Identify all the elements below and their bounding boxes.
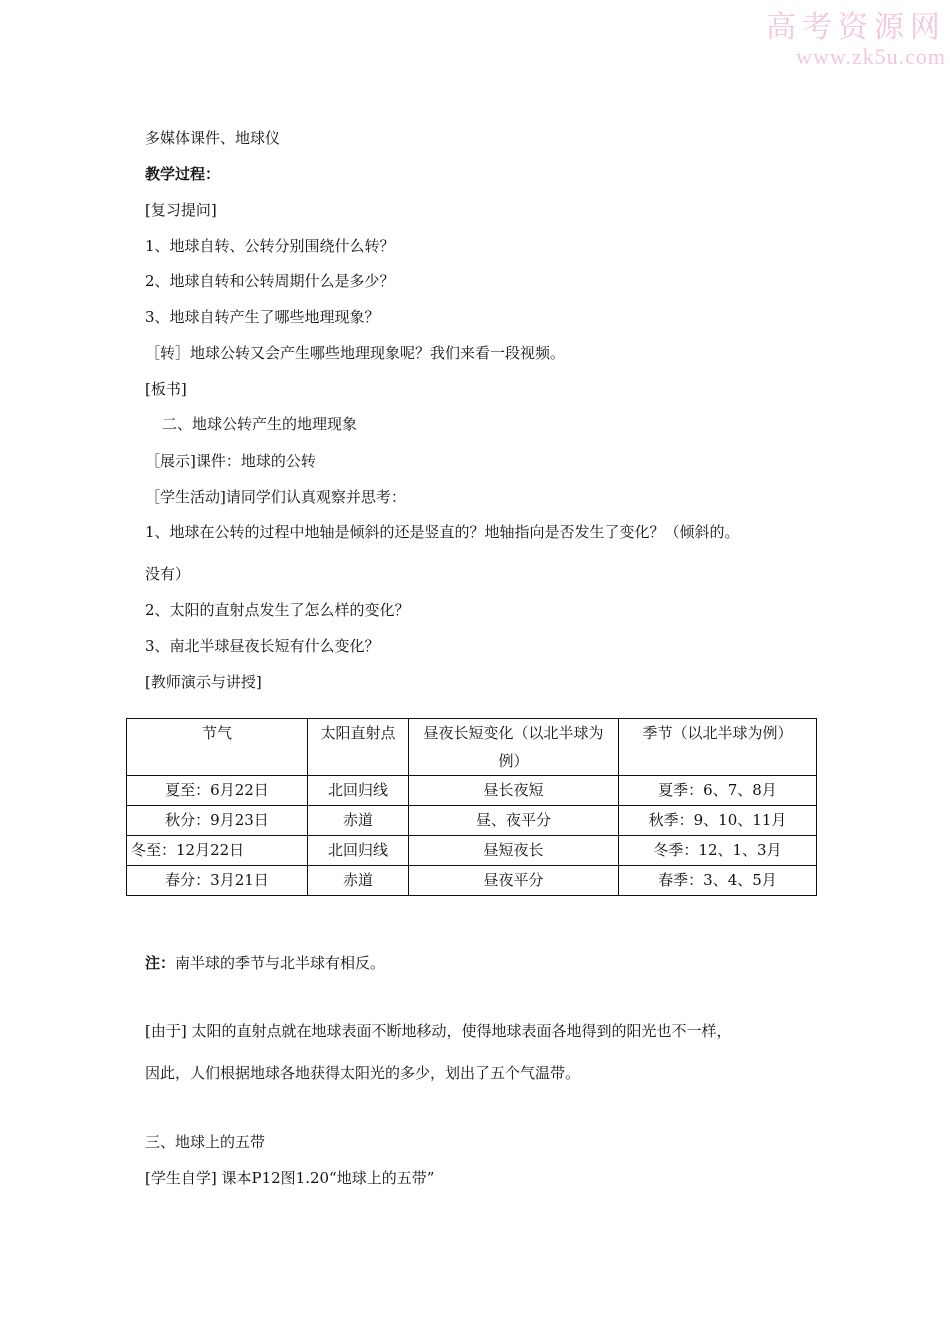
table-cell: 夏至：6月22日 bbox=[127, 776, 308, 806]
self-study-line: [学生自学] 课本P12图1.20“地球上的五带” bbox=[145, 1169, 435, 1187]
watermark-url: www.zk5u.com bbox=[796, 44, 946, 69]
because-line-1: [由于] 太阳的直射点就在地球表面不断地移动，使得地球表面各地得到的阳光也不一样， bbox=[145, 1022, 732, 1040]
section-2-title: 二、地球公转产生的地理现象 bbox=[162, 415, 358, 433]
table-header-cell: 季节（以北半球为例） bbox=[619, 719, 817, 776]
note-label: 注： bbox=[145, 954, 176, 972]
table-row bbox=[127, 866, 817, 896]
activity-question-2: 2、太阳的直射点发生了怎么样的变化？ bbox=[145, 601, 410, 619]
table-cell: 北回归线 bbox=[308, 836, 409, 866]
student-activity-tag: ［学生活动]请同学们认真观察并思考： bbox=[145, 488, 406, 506]
review-question-2: 2、地球自转和公转周期什么是多少？ bbox=[145, 272, 395, 290]
note-text: 南半球的季节与北半球有相反。 bbox=[175, 954, 386, 972]
table-cell: 秋季：9、10、11月 bbox=[619, 806, 817, 836]
table-cell: 春季：3、4、5月 bbox=[619, 866, 817, 896]
because-line-2: 因此，人们根据地球各地获得太阳光的多少，划出了五个气温带。 bbox=[145, 1064, 581, 1082]
activity-question-1: 1、地球在公转的过程中地轴是倾斜的还是竖直的？地轴指向是否发生了变化？（倾斜的。 bbox=[145, 523, 740, 541]
table-header-row bbox=[127, 719, 817, 776]
materials-line: 多媒体课件、地球仪 bbox=[145, 129, 281, 147]
table-cell: 赤道 bbox=[308, 866, 409, 896]
table-row bbox=[127, 806, 817, 836]
table-cell: 夏季：6、7、8月 bbox=[619, 776, 817, 806]
review-question-1: 1、地球自转、公转分别围绕什么转？ bbox=[145, 237, 395, 255]
activity-question-3: 3、南北半球昼夜长短有什么变化？ bbox=[145, 637, 380, 655]
table-cell: 冬季：12、1、3月 bbox=[619, 836, 817, 866]
show-courseware-line: ［展示]课件：地球的公转 bbox=[145, 452, 316, 470]
table-header-cell: 太阳直射点 bbox=[308, 719, 409, 776]
review-question-3: 3、地球自转产生了哪些地理现象？ bbox=[145, 308, 380, 326]
table-row bbox=[127, 836, 817, 866]
table-cell: 昼夜平分 bbox=[409, 866, 619, 896]
table-cell: 昼、夜平分 bbox=[409, 806, 619, 836]
teacher-demo-tag: [教师演示与讲授] bbox=[145, 673, 262, 691]
table-row bbox=[127, 776, 817, 806]
note-line bbox=[145, 953, 385, 973]
table-cell: 赤道 bbox=[308, 806, 409, 836]
table-cell: 冬至：12月22日 bbox=[127, 836, 308, 866]
table-cell: 昼长夜短 bbox=[409, 776, 619, 806]
table-cell: 秋分：9月23日 bbox=[127, 806, 308, 836]
table-cell: 昼短夜长 bbox=[409, 836, 619, 866]
table-cell: 北回归线 bbox=[308, 776, 409, 806]
watermark-logo-text: 高考资源网 bbox=[766, 11, 946, 44]
table-header-cell: 节气 bbox=[127, 719, 308, 776]
table-cell: 春分：3月21日 bbox=[127, 866, 308, 896]
table-header-cell: 昼夜长短变化（以北半球为例） bbox=[409, 719, 619, 776]
review-tag: [复习提问] bbox=[145, 201, 217, 219]
solar-terms-table bbox=[126, 718, 817, 896]
activity-question-1-cont: 没有） bbox=[145, 565, 191, 583]
transition-line: ［转］地球公转又会产生哪些地理现象呢？我们来看一段视频。 bbox=[145, 344, 566, 362]
board-tag: [板书] bbox=[145, 380, 187, 398]
section-3-title: 三、地球上的五带 bbox=[145, 1133, 266, 1151]
process-heading: 教学过程： bbox=[145, 165, 221, 183]
